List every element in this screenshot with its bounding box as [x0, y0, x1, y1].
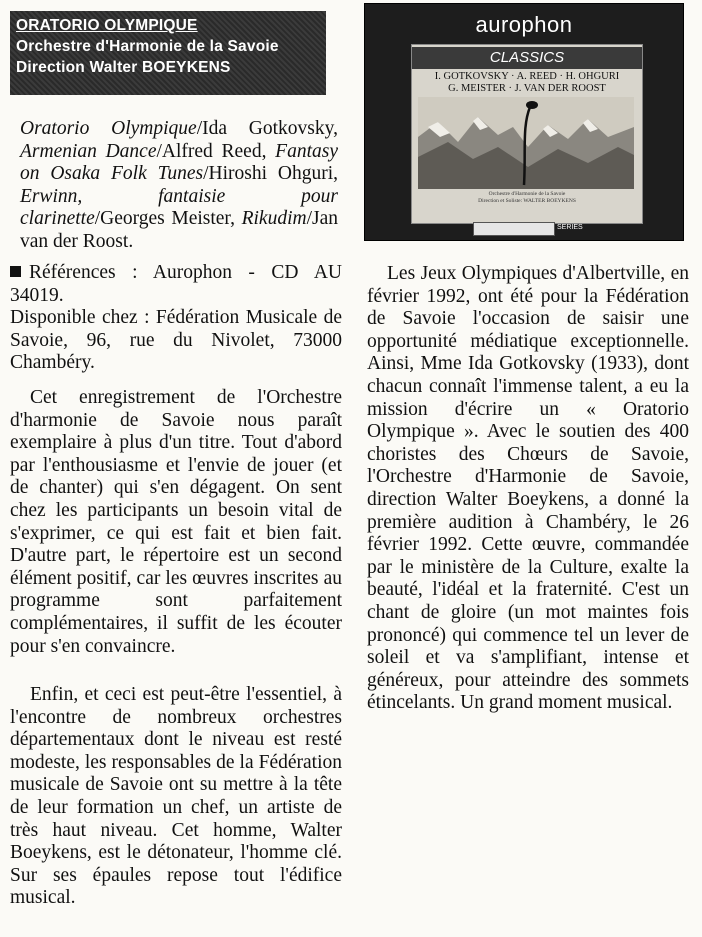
references-text: Références : Aurophon - CD AU 34019. — [10, 262, 342, 306]
header-conductor: Direction Walter BOEYKENS — [16, 59, 231, 76]
series-label: CLASSICS — [412, 47, 642, 69]
bullet-square-icon — [10, 266, 21, 277]
work-title: Erwinn, fantaisie pour clarinette — [20, 185, 338, 230]
cover-artwork — [411, 44, 643, 224]
body-paragraph-1: Cet enregistrement de l'Orchestre d'harmonie de Savoie nous paraît exemplaire à plus d'un titre. Tout d'abord par l'enthousiasme et l'envie de jouer (et de chanter) qui s'en dégagent. On sent chez les participants un besoin vital de s'exprimer, ce qui est fait et bien fait. D'autre part, le répertoire est un second élément positif, car les œuvres inscrites au programme sont parfaitement complémentaires, il suffit de les écouter pour s'en convaincre. — [10, 387, 342, 657]
work-title: Armenian Dance — [20, 140, 157, 162]
article-header — [10, 11, 326, 95]
cover-subtitle-line: Direction et Soliste: WALTER BOEYKENS — [478, 198, 576, 204]
composer: /Jan van der Roost. — [20, 208, 338, 252]
body-paragraph-2: Enfin, et ceci est peut-être l'essentiel, à l'encontre de nombreux orchestres départementaux dont le niveau est resté modeste, les responsables de la Fédération musicale de Savoie ont su mettre à la tête de leur formation un chef, un artiste de très haut niveau. Cet homme, Walter Boeykens, est le détonateur, l'homme clé. Sur ses épaules repose tout l'édifice musical. — [10, 684, 342, 909]
series-badge: SERIES — [557, 224, 583, 231]
header-title: ORATORIO OLYMPIQUE — [16, 17, 198, 34]
composer: /Ida Gotkovsky, — [196, 118, 339, 139]
references-line — [10, 262, 342, 307]
composer: /Alfred Reed, — [156, 140, 276, 162]
work-title: Oratorio Olympique — [20, 118, 197, 139]
cover-composers — [416, 71, 638, 95]
cover-composers-line: I. GOTKOVSKY · A. REED · H. OHGURI — [434, 71, 620, 82]
work-title: Rikudim — [241, 208, 307, 230]
album-cover — [364, 3, 684, 241]
work-title: Fantasy on Osaka Folk Tunes — [20, 140, 338, 185]
brand-logo: aurophon — [475, 12, 573, 37]
header-orchestra: Orchestre d'Harmonie de la Savoie — [16, 38, 279, 55]
cover-subtitle — [412, 191, 642, 205]
composer: /Hiroshi Ohguri, — [203, 163, 338, 185]
availability-text: Disponible chez : Fédération Musicale de Savoie, 96, rue du Nivolet, 73000 Chambéry. — [10, 307, 342, 374]
composer: /Georges Meister, — [94, 208, 242, 230]
track-listing — [20, 118, 338, 254]
cover-subtitle-line: Orchestre d'Harmonie de la Savoie — [488, 191, 566, 197]
cover-composers-line: G. MEISTER · J. VAN DER ROOST — [448, 83, 606, 94]
mountain-artwork — [418, 97, 634, 189]
references-block — [10, 262, 342, 375]
catalog-bar — [473, 222, 555, 236]
body-paragraph-3: Les Jeux Olympiques d'Albertville, en février 1992, ont été pour la Fédération de Savoie l'occasion de saisir une opportunité médiatique exceptionnelle. Ainsi, Mme Ida Gotkovsky (1933), dont chacun connaît l'immense talent, a eu la mission d'écrire un « Oratorio Olympique ». Avec le soutien des 400 choristes des Chœurs de Savoie, l'Orchestre d'Harmonie de Savoie, direction Walter Boeykens, a donné la première audition à Chambéry, le 26 février 1992. Cette œuvre, commandée par le ministère de la Culture, exalte la beauté, l'idéal et la fraternité. C'est un chant de gloire (un mot maintes fois prononcé) qui commence tel un lever de soleil et va s'amplifiant, intense et généreux, pour atteindre des sommets étincelants. Un grand moment musical. — [367, 263, 689, 714]
